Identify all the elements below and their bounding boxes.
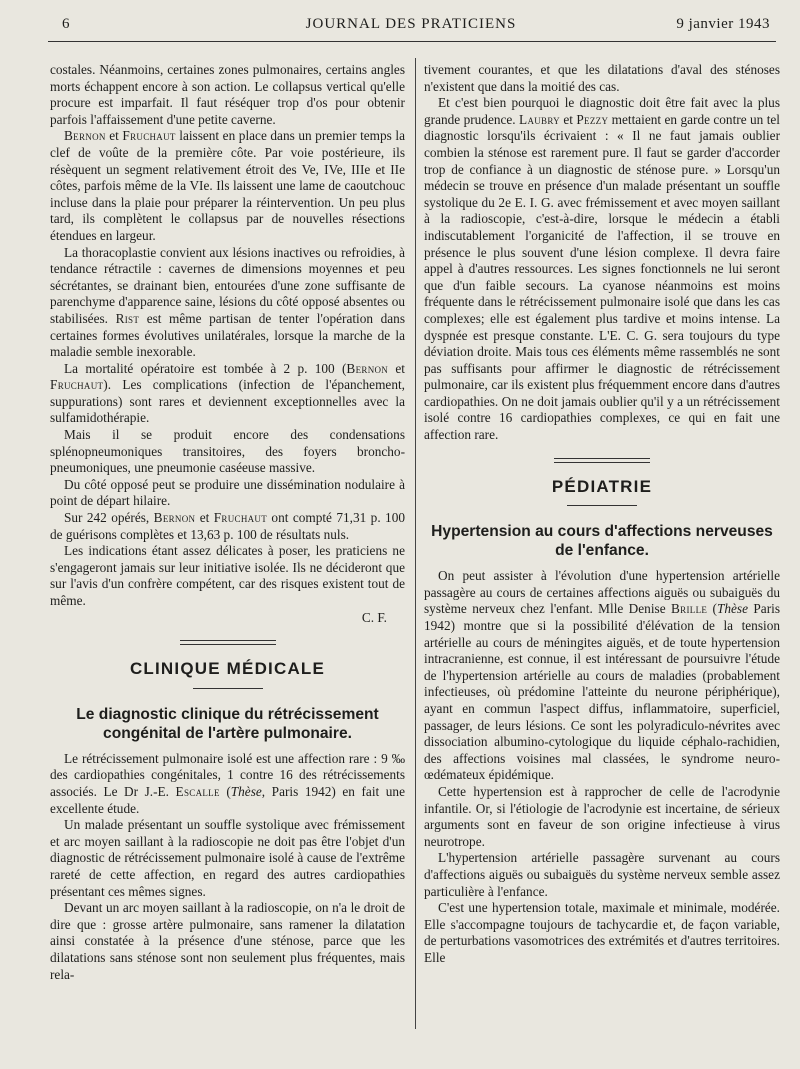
- text-run: (: [707, 601, 717, 617]
- author-name: Escalle: [175, 783, 220, 799]
- text-run: Paris 1942) montre que si la possibilité d'élévation de la tension artérielle au cours de méningites aiguës, et de toute hypertension intracranienne, est connue, il est intéressant de poursuivre l'étude de l'hypertension artérielle au cours de maladies (probablement infectieuses, où prédomine l'atteinte du neurone périphérique), ayant en commun l'aspect diffus, inflammatoire, superficiel, passager, de leurs lésions. Ce sont les polyradiculo-névrites avec dissociation albumino-cytologique du liquide céphalo-rachidien, des affections voisines mal classées, le syndrome neuro-œdémateux épidémique.: [424, 601, 780, 783]
- section-title: CLINIQUE MÉDICALE: [129, 659, 326, 679]
- text-run: On peut assister à l'évolution d'une hypertension artérielle passagère au cours de certaines affections aiguës ou subaiguës du système nerveux chez l'enfant. Mlle Denise: [424, 568, 780, 617]
- author-name: Brille: [671, 601, 708, 617]
- article-title: Hypertension au cours d'affections nerveuses de l'enfance.: [431, 523, 773, 560]
- author-name: Fruchaut: [213, 510, 268, 526]
- text-run: Le rétrécissement pulmonaire isolé est une affection rare : 9 ‰ des cardiopathies congénitales, 1 contre 16 des rétrécissements associés. Le Dr J.-E.: [50, 750, 405, 799]
- right-column: [424, 62, 780, 967]
- text-run: (: [219, 783, 231, 799]
- signature: C. F.: [361, 609, 387, 625]
- text-run: ). Les complications (infection de l'épanchement, suppurations) sont rares et deviennent exceptionnelles avec la sulfamidothérapie.: [50, 377, 405, 426]
- paragraph: [424, 95, 780, 443]
- text-run: est même partisan de tenter l'opération dans certaines formes évolutives unilatérales, lorsque la marche de la maladie semble inexorable.: [50, 310, 405, 360]
- paragraph: L'hypertension artérielle passagère survenant au cours d'affections aiguës ou subaiguës du système nerveux semble assez particulière à l'enfance.: [424, 850, 780, 899]
- running-header: [52, 16, 770, 40]
- paragraph: Cette hypertension est à rapprocher de celle de l'acrodynie infantile. Or, si l'étiologie de l'acrodynie est incertaine, de sérieux arguments sont en faveur de son origine infectieuse à virus neurotrope.: [424, 783, 780, 849]
- paragraph: [50, 361, 405, 427]
- paragraph: [50, 245, 405, 361]
- author-name: Rist: [115, 310, 140, 326]
- text-run: Sur 242 opérés,: [64, 510, 154, 526]
- paragraph: costales. Néanmoins, certaines zones pulmonaires, certains angles morts échappent encore à son action. Le collapsus vertical qu'elle procure est imparfait. Il faut réséquer trop d'os pour obtenir parfois l'affaissement d'une petite caverne.: [50, 62, 405, 127]
- section-separator: [554, 458, 650, 463]
- article-title: Le diagnostic clinique du rétrécissement congénital de l'artère pulmonaire.: [76, 705, 379, 742]
- paragraph: Du côté opposé peut se produire une dissémination nodulaire à point de départ hilaire.: [50, 476, 405, 509]
- section-separator: [180, 640, 276, 645]
- header-rule: [48, 41, 776, 42]
- author-name: Bernon: [346, 360, 389, 376]
- text-run: , Paris 1942) en fait une excellente étude.: [50, 783, 405, 816]
- paragraph: [50, 510, 405, 543]
- text-run: La thoracoplastie convient aux lésions inactives ou refroidies, à tendance rétractile : cavernes de dimensions moyennes et peu sécrétantes, se drainant bien, entourées d'une zone suffisante de parenchyme d'apparence saine, lésions du côté opposé absentes ou stabilisées.: [50, 244, 405, 326]
- paragraph: Devant un arc moyen saillant à la radioscopie, on n'a le droit de dire que : grosse artère pulmonaire, sans ramener la dilatation ainsi constatée à la présence d'une sténose, parce que les dilatations sans sténose sont non seulement plus fréquentes, mais rela-: [50, 900, 405, 982]
- left-column: [50, 62, 405, 983]
- text-run: laissent en place dans un premier temps la clef de voûte de la première côte. Par voie postérieure, ils résèquent un segment relativement étroit des Ve, IVe, IIIe et IIe côtes, parfois même de la VIe. Ils laissent une lame de caoutchouc incluse dans la plaie pour préparer la réintervention. Un peu plus tard, ils complètent le collapsus par de nouvelles résections étendues en largeur.: [50, 128, 405, 243]
- text-run: Et c'est bien pourquoi le diagnostic doit être fait avec la plus grande prudence.: [424, 95, 780, 127]
- text-run: et: [559, 111, 577, 127]
- thesis-label: Thèse: [230, 783, 262, 799]
- paragraph: [50, 751, 405, 817]
- author-name: Bernon: [64, 128, 106, 144]
- author-name: Pezzy: [576, 111, 609, 127]
- text-run: ont compté 71,31 p. 100 de guérisons complètes et 13,63 p. 100 de résultats nuls.: [50, 510, 405, 542]
- paragraph: [424, 568, 780, 784]
- text-run: et: [105, 128, 123, 144]
- author-name: Fruchaut: [122, 128, 176, 144]
- section-rule: [193, 688, 263, 689]
- paragraph: [50, 128, 405, 244]
- column-divider: [415, 58, 416, 1029]
- section-rule: [567, 505, 637, 506]
- paragraph: Mais il se produit encore des condensations splénopneumoniques transitoires, des foyers broncho-pneumoniques, une pneumonie caséeuse massive.: [50, 427, 405, 476]
- paragraph: tivement courantes, et que les dilatations d'aval des sténoses n'existent que dans la moitié des cas.: [424, 62, 780, 94]
- section-title: PÉDIATRIE: [551, 476, 653, 496]
- text-run: La mortalité opératoire est tombée à 2 p. 100 (: [64, 360, 347, 376]
- paragraph: Les indications étant assez délicates à poser, les praticiens ne s'engageront jamais sur leur initiative isolée. Ils ne décideront que sur l'avis d'un confrère compétent, car des risques existent tout de même.: [50, 543, 405, 608]
- journal-title: JOURNAL DES PRATICIENS: [305, 16, 517, 32]
- author-name: Bernon: [153, 510, 196, 526]
- author-name: Fruchaut: [50, 377, 104, 393]
- paragraph: Un malade présentant un souffle systolique avec frémissement et arc moyen saillant à la radioscopie ne doit pas être l'objet d'un diagnostic de rétrécissement pulmonaire isolé à cause de l'extrême rareté de cette affection, en regard des autres cardiopathies présentant ces mêmes signes.: [50, 817, 405, 899]
- paragraph: C'est une hypertension totale, maximale et minimale, modérée. Elle s'accompagne toujours de tachycardie et, de façon variable, de perturbations vasomotrices des extrémités et d'autres territoires. Elle: [424, 900, 780, 965]
- author-name: Laubry: [519, 111, 560, 127]
- text-run: et: [388, 360, 405, 376]
- issue-date: 9 janvier 1943: [676, 16, 770, 32]
- thesis-label: Thèse: [716, 601, 749, 617]
- page-number: 6: [62, 16, 70, 32]
- text-run: mettaient en garde contre un tel diagnostic lorsqu'ils écrivaient : « Il ne faut jamais oublier combien la sténose est rarement pure. Il faut se garder d'accorder trop de confiance à un diagnostic de sténose pure. » Lorsqu'un médecin se trouve en présence d'un malade présentant un souffle systolique du 2e E. I. G. avec frémissement et avec moyen saillant à la radioscopie, c'est-à-dire, lorsque le médecin a établi indiscutablement l'organicité de l'affection, il se trouve en présence le plus souvent d'une lésion complexe. Il devra faire appel à d'autres ressources. Les signes fonctionnels ne lui seront que d'un faible secours. La cyanose néanmoins est moins fréquente dans le rétrécissement pulmonaire isolé que dans les cas complexes; elle est également plus tardive et moins intense. La dyspnée est presque constante. L'E. C. G. sera toujours du type déviation droite. Mais tous ces éléments même rassemblés ne sont pas suffisants pour affirmer le diagnostic de rétrécissement pulmonaire, car ils existent plus fréquemment encore dans d'autres cardiopathies. On ne doit jamais oublier qu'il y a un rétrécissement isolé contre 16 cardiopathies complexes, ce qui en fait une affection rare.: [424, 111, 780, 443]
- text-run: et: [195, 510, 214, 526]
